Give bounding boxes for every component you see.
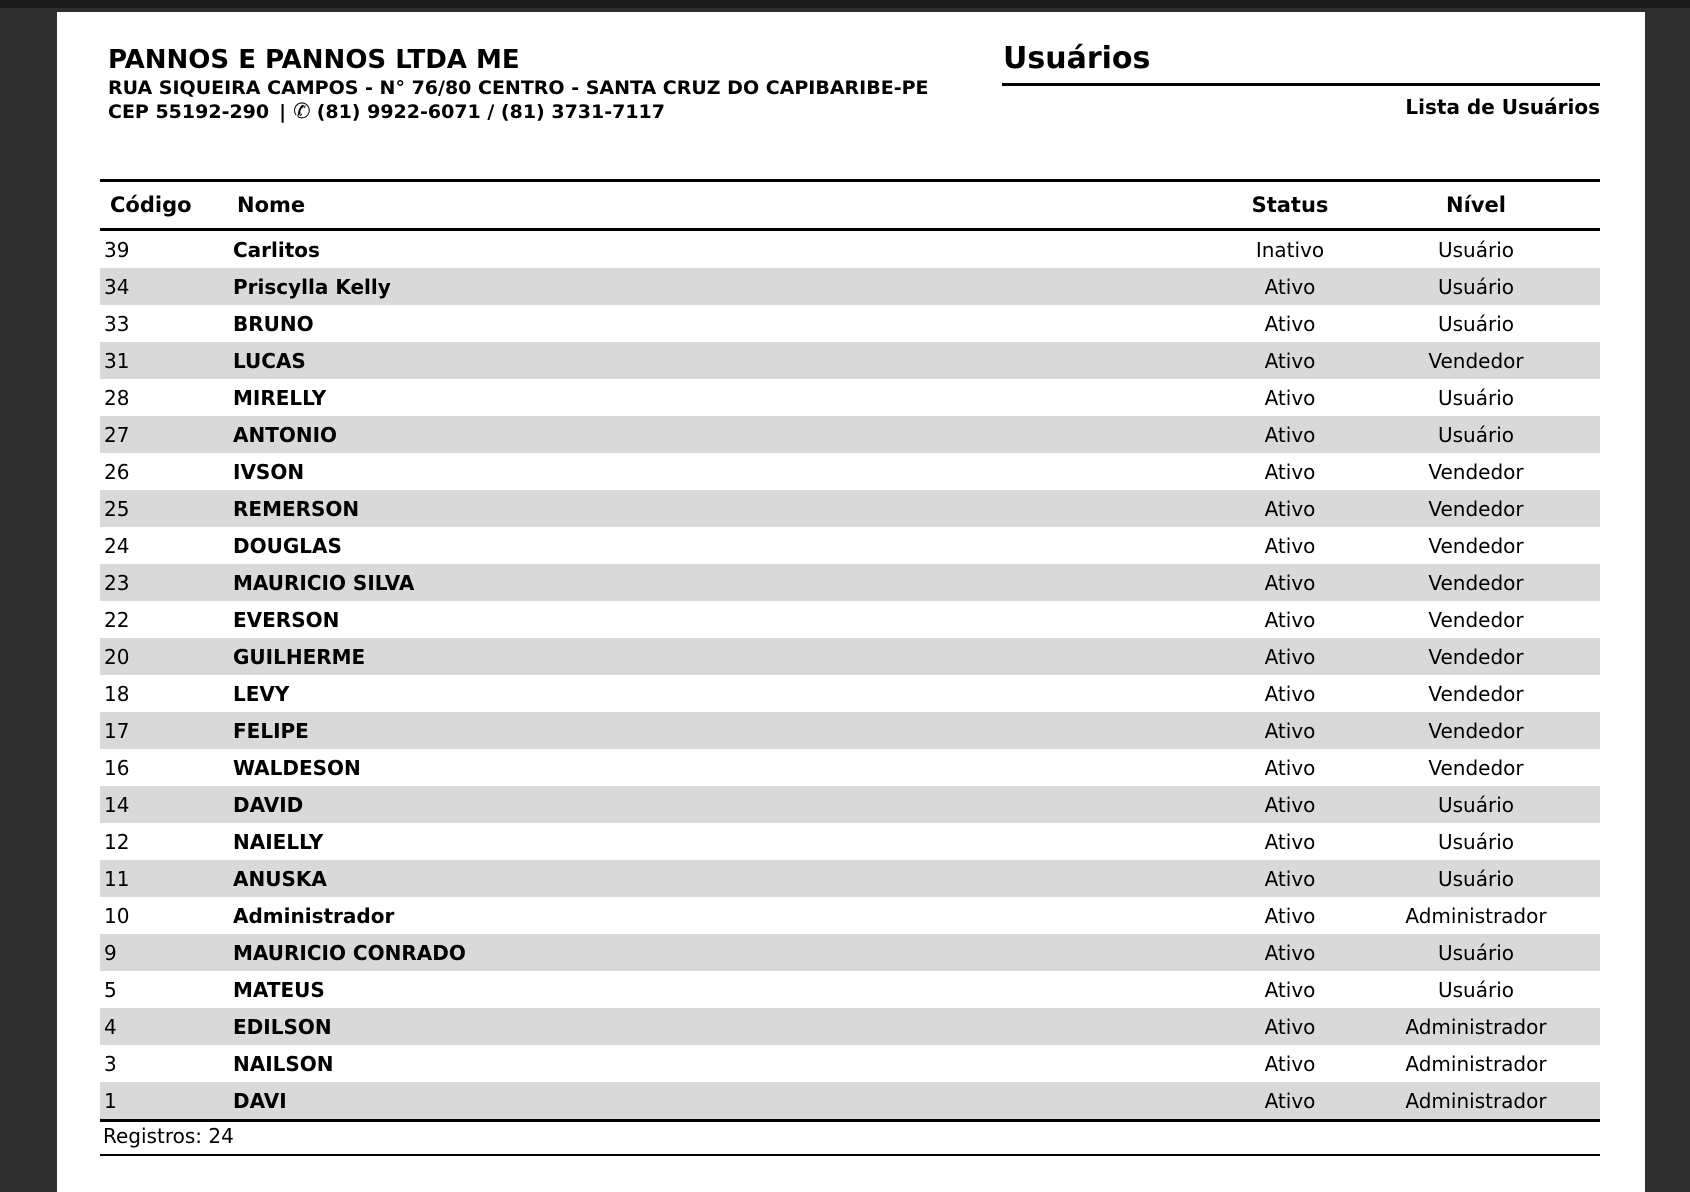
table-row: [100, 268, 1600, 305]
cell-nivel: Usuário: [1437, 940, 1514, 965]
cell-codigo: 33: [104, 311, 130, 336]
cell-status: Ativo: [1264, 311, 1316, 336]
cell-nome: NAILSON: [233, 1051, 334, 1076]
cell-nivel: Usuário: [1437, 422, 1514, 447]
table-row: [100, 897, 1600, 934]
table-row: [100, 379, 1600, 416]
column-header-status: Status: [1251, 193, 1329, 217]
table-body: [100, 231, 1600, 1122]
cell-codigo: 1: [104, 1088, 117, 1113]
cell-status: Ativo: [1264, 718, 1316, 743]
column-header-nome: Nome: [237, 193, 306, 217]
footer-rule: [100, 1154, 1600, 1156]
cell-nivel: Usuário: [1437, 274, 1514, 299]
cell-nome: Priscylla Kelly: [233, 274, 391, 299]
table-row: [100, 934, 1600, 971]
report-subtitle: Lista de Usuários: [1405, 95, 1600, 119]
cell-nome: Administrador: [233, 903, 395, 928]
table-row: [100, 601, 1600, 638]
cell-status: Ativo: [1264, 607, 1316, 632]
cell-nome: BRUNO: [233, 311, 314, 336]
cell-nome: WALDESON: [233, 755, 361, 780]
cell-codigo: 28: [104, 385, 130, 410]
table-row: [100, 453, 1600, 490]
cell-codigo: 4: [104, 1014, 117, 1039]
cell-nome: Carlitos: [233, 237, 320, 262]
table-row: [100, 305, 1600, 342]
cell-codigo: 5: [104, 977, 117, 1002]
cell-nome: GUILHERME: [233, 644, 366, 669]
cell-nivel: Vendedor: [1428, 459, 1524, 484]
table-row: [100, 416, 1600, 453]
cell-codigo: 25: [104, 496, 130, 521]
cell-status: Ativo: [1264, 977, 1316, 1002]
viewer-top-strip: [0, 0, 1690, 8]
title-underline: [1002, 83, 1600, 86]
cell-nome: EDILSON: [233, 1014, 332, 1039]
cell-nome: MIRELLY: [233, 385, 327, 410]
cell-nome: ANTONIO: [233, 422, 338, 447]
cell-nivel: Vendedor: [1428, 496, 1524, 521]
cell-nivel: Administrador: [1405, 1088, 1547, 1113]
table-row: [100, 231, 1600, 268]
cell-codigo: 34: [104, 274, 130, 299]
cell-nome: DAVID: [233, 792, 304, 817]
cell-codigo: 20: [104, 644, 130, 669]
cell-nivel: Vendedor: [1428, 607, 1524, 632]
cell-codigo: 22: [104, 607, 130, 632]
cell-status: Ativo: [1264, 422, 1316, 447]
cell-codigo: 17: [104, 718, 130, 743]
cell-codigo: 26: [104, 459, 130, 484]
users-table: [100, 179, 1600, 1122]
cell-nivel: Usuário: [1437, 237, 1514, 262]
cell-nome: DOUGLAS: [233, 533, 342, 558]
cell-codigo: 18: [104, 681, 130, 706]
cell-nome: MAURICIO CONRADO: [233, 940, 466, 965]
cell-status: Ativo: [1264, 866, 1316, 891]
cell-codigo: 24: [104, 533, 130, 558]
cell-status: Ativo: [1264, 533, 1316, 558]
cell-nivel: Vendedor: [1428, 570, 1524, 595]
cell-status: Ativo: [1264, 496, 1316, 521]
cell-nivel: Usuário: [1437, 311, 1514, 336]
table-row: [100, 971, 1600, 1008]
table-row: [100, 638, 1600, 675]
table-row: [100, 823, 1600, 860]
cell-codigo: 31: [104, 348, 130, 373]
cell-nivel: Vendedor: [1428, 718, 1524, 743]
cell-nivel: Administrador: [1405, 903, 1547, 928]
company-cep: CEP 55192-290: [108, 101, 270, 123]
cell-status: Ativo: [1264, 940, 1316, 965]
cell-nivel: Vendedor: [1428, 681, 1524, 706]
cell-status: Ativo: [1264, 274, 1316, 299]
company-address: RUA SIQUEIRA CAMPOS - N° 76/80 CENTRO - SANTA CRUZ DO CAPIBARIBE-PE: [108, 77, 929, 99]
cell-nome: MATEUS: [233, 977, 325, 1002]
cell-nome: MAURICIO SILVA: [233, 570, 415, 595]
cell-nivel: Administrador: [1405, 1051, 1547, 1076]
cell-nivel: Usuário: [1437, 792, 1514, 817]
cell-nome: IVSON: [233, 459, 305, 484]
cell-codigo: 16: [104, 755, 130, 780]
cell-nivel: Usuário: [1437, 866, 1514, 891]
cell-status: Ativo: [1264, 903, 1316, 928]
cell-nome: NAIELLY: [233, 829, 324, 854]
cell-nome: LEVY: [233, 681, 290, 706]
company-contact: [108, 98, 665, 125]
cell-nome: LUCAS: [233, 348, 306, 373]
cell-status: Ativo: [1264, 570, 1316, 595]
cell-status: Ativo: [1264, 681, 1316, 706]
cell-nivel: Usuário: [1437, 385, 1514, 410]
table-row: [100, 1008, 1600, 1045]
table-row: [100, 342, 1600, 379]
cell-nivel: Administrador: [1405, 1014, 1547, 1039]
cell-nivel: Usuário: [1437, 977, 1514, 1002]
report-page: [57, 12, 1645, 1192]
company-name: PANNOS E PANNOS LTDA ME: [108, 45, 520, 75]
cell-status: Ativo: [1264, 829, 1316, 854]
cell-codigo: 39: [104, 237, 130, 262]
cell-codigo: 12: [104, 829, 130, 854]
column-header-nivel: Nível: [1446, 193, 1506, 217]
table-header-row: [100, 182, 1600, 231]
cell-codigo: 27: [104, 422, 130, 447]
cell-codigo: 3: [104, 1051, 117, 1076]
cell-nivel: Vendedor: [1428, 348, 1524, 373]
cell-status: Ativo: [1264, 792, 1316, 817]
cell-nome: EVERSON: [233, 607, 340, 632]
table-row: [100, 1082, 1600, 1119]
table-row: [100, 490, 1600, 527]
cell-nivel: Vendedor: [1428, 644, 1524, 669]
cell-codigo: 11: [104, 866, 130, 891]
cell-nome: DAVI: [233, 1088, 287, 1113]
cell-status: Ativo: [1264, 1088, 1316, 1113]
report-title: Usuários: [1003, 41, 1151, 76]
company-phones: (81) 9922-6071 / (81) 3731-7117: [316, 101, 665, 123]
cell-status: Ativo: [1264, 1014, 1316, 1039]
table-row: [100, 1045, 1600, 1082]
cell-status: Ativo: [1264, 348, 1316, 373]
table-row: [100, 712, 1600, 749]
cell-status: Ativo: [1264, 385, 1316, 410]
cell-codigo: 9: [104, 940, 117, 965]
cell-nome: FELIPE: [233, 718, 309, 743]
cell-status: Ativo: [1264, 755, 1316, 780]
table-row: [100, 527, 1600, 564]
table-row: [100, 675, 1600, 712]
table-row: [100, 749, 1600, 786]
cell-nivel: Vendedor: [1428, 755, 1524, 780]
cell-codigo: 14: [104, 792, 130, 817]
table-row: [100, 564, 1600, 601]
cell-status: Ativo: [1264, 644, 1316, 669]
cell-status: Ativo: [1264, 1051, 1316, 1076]
records-count: Registros: 24: [103, 1124, 234, 1148]
cell-codigo: 23: [104, 570, 130, 595]
contact-separator: |: [279, 101, 287, 123]
phone-icon: ✆: [293, 99, 311, 123]
cell-nivel: Vendedor: [1428, 533, 1524, 558]
cell-nivel: Usuário: [1437, 829, 1514, 854]
cell-codigo: 10: [104, 903, 130, 928]
column-header-codigo: Código: [110, 193, 192, 217]
cell-status: Inativo: [1255, 237, 1325, 262]
cell-status: Ativo: [1264, 459, 1316, 484]
table-row: [100, 786, 1600, 823]
cell-nome: ANUSKA: [233, 866, 327, 891]
table-row: [100, 860, 1600, 897]
cell-nome: REMERSON: [233, 496, 360, 521]
